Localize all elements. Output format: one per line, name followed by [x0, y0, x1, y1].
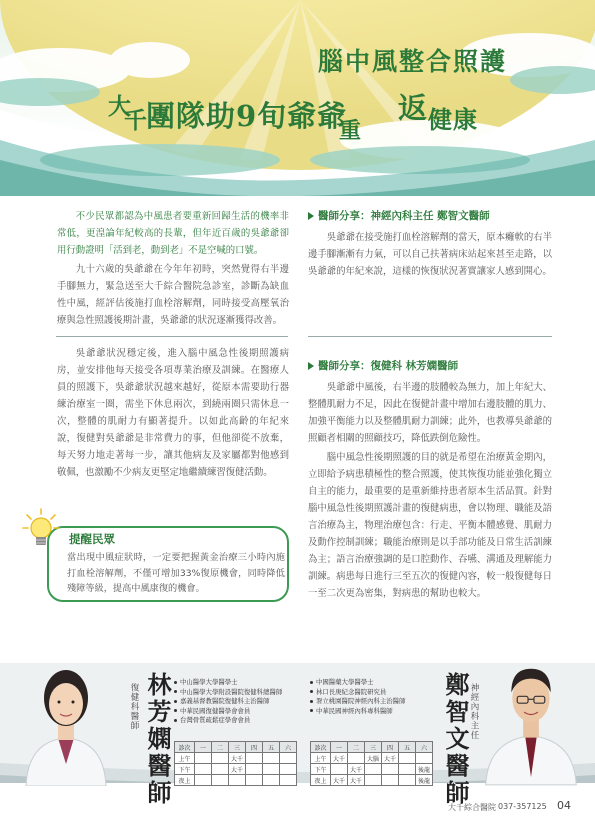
- cv-list-lin: [174, 678, 294, 726]
- rehab-paragraph-1: 吳爺爺中風後，右半邊的肢體較為無力，加上年紀大、整體肌耐力不足，因此在復健計畫中增加右邊肢體的肌力、加強平衡能力以及整體肌耐力訓練；此外，也教導吳爺爺的照顧者相關的照顧技巧，降低跌倒危險性。: [308, 382, 552, 444]
- title-char-health: 健康: [428, 105, 478, 134]
- rehab-paragraph-2: 腦中風急性後期照護的目的就是希望在治療黃金期內，立即給予病患積極性的整合照護，使其恢復功能並強化獨立自主的能力，最重要的是重新維持患者原本生活品質。針對腦中風急性後期照護計畫的復健病患，會以物理、職能及語言治療為主，物理治療包含：行走、平衡本體感覺、肌耐力及動作控制訓練；職能治療則是以手部功能及日常生活訓練為主；語言治療強調的是口腔動作、吞嚥、溝通及理解能力訓練。病患每日進行三至五次的復健內容，較一般復健每日一至二次更為密集，對病患的幫助也較大。: [308, 452, 552, 599]
- doctor-share-neuro: [308, 208, 552, 282]
- doctor-name-lin: 林芳嫻醫師: [143, 672, 172, 807]
- cv-item: 林口長庚紀念醫院研究員: [310, 688, 428, 698]
- doctor-name-cheng: 鄭智文醫師: [441, 672, 470, 807]
- intro-paragraph: 九十六歲的吳爺爺在今年年初時，突然覺得右半邊手腳無力，緊急送至大千綜合醫院急診室，診斷為缺血性中風，經評估後施打血栓溶解劑，同時接受高壓氧治療與急性照護後期計畫，吳爺爺的狀況逐漸獲得改善。: [57, 264, 289, 326]
- section-heading-neuro: [308, 208, 552, 223]
- cv-item: 台灣骨質疏鬆症學會會員: [174, 716, 294, 726]
- doctor-photo-cheng: [472, 646, 590, 786]
- cv-item: 中華民國神經內科專科醫師: [310, 707, 428, 717]
- schedule-row: 夜上 大千 大千 後龍: [311, 775, 433, 786]
- page-number: 04: [557, 799, 571, 812]
- section-heading-rehab: [308, 358, 552, 373]
- title-char-fan: 返: [398, 91, 428, 125]
- doctor-dept-cheng: 神經內科主任: [469, 683, 479, 740]
- title-line-1: 腦中風整合照護: [318, 47, 508, 76]
- lead-paragraph: 不少民眾都認為中風患者要重新回歸生活的機率非常低，更湟論年紀較高的長輩，但年近百歲的吳爺爺卻用行動證明「活到老，動到老」不是空喊的口號。: [57, 211, 289, 256]
- footer-hospital: 大千綜合醫院: [448, 803, 496, 812]
- left-column-recovery: [57, 345, 289, 483]
- schedule-header-row: 診次 一 二 三 四 五 六: [311, 742, 433, 753]
- reminder-box: [47, 526, 289, 602]
- recovery-paragraph: 吳爺爺狀況穩定後，進入腦中風急性後期照護病房，並安排他每天接受各項專業治療及訓練。在醫療人員的照護下，吳爺爺狀況越來越好，從原本需要助行器練治療室一圈，需坐下休息兩次，到繞兩圈只需休息一次，整體的肌耐力有顯著提升。以如此高齡的年紀來說，復健對吳爺爺是非常費力的事，但他卻從不放棄，每天努力地走著每一步，讓其他病友及家屬都對他感到敬佩，也激勵不少病友更堅定地繼續練習復健活動。: [57, 348, 289, 478]
- cv-item: 中華民國復健醫學會會員: [174, 707, 294, 717]
- title-char-da: 大: [108, 93, 131, 120]
- doctor-share-rehab: [308, 358, 552, 604]
- schedule-row: 下午 大千: [175, 764, 297, 775]
- doctor-dept-lin: 復健科醫師: [129, 683, 139, 731]
- cv-item: 署立桃園醫院神經內科主治醫師: [310, 697, 428, 707]
- cv-list-cheng: [310, 678, 428, 716]
- divider: [308, 336, 552, 337]
- clinic-schedule-cheng: [310, 741, 433, 786]
- section-title-rehab: 醫師分享：復健科 林芳嫻醫師: [318, 360, 459, 372]
- section-title-neuro: 醫師分享：神經內科主任 鄭智文醫師: [318, 210, 490, 222]
- title-char-qian: 千: [124, 107, 147, 134]
- schedule-row: 上午 大千: [175, 753, 297, 764]
- schedule-row: 下午 大千 後龍: [311, 764, 433, 775]
- schedule-row: 上午 大千 大腦 大千: [311, 753, 433, 764]
- triangle-bullet-icon: [308, 212, 314, 220]
- clinic-schedule-lin: [174, 741, 297, 786]
- doctor-photo-lin: [6, 646, 126, 786]
- lightbulb-icon: [22, 508, 60, 552]
- title-line-2: 團隊助9旬爺爺: [146, 99, 348, 133]
- triangle-bullet-icon: [308, 362, 314, 370]
- cv-item: 中山醫學大學附設醫院復健科總醫師: [174, 688, 294, 698]
- reminder-title: 提醒民眾: [69, 532, 115, 546]
- cv-item: 中國醫藥大學醫學士: [310, 678, 428, 688]
- neuro-paragraph: 吳爺爺在接受施打血栓溶解劑的當天，原本癱軟的右半邊手腳漸漸有力氣，可以自己扶著病床站起來甚至走路，以吳爺爺的年紀來說，這樣的恢復狀況著實讓家人感到開心。: [308, 232, 552, 277]
- left-column-intro: [57, 208, 289, 331]
- reminder-text: 當出現中風症狀時，一定要把握黃金治療三小時內施打血栓溶解劑，不僅可增加33%復原機會，同時降低殘障等級，提高中風康復的機會。: [67, 552, 285, 594]
- cv-item: 嘉義基督教醫院復健科主治醫師: [174, 697, 294, 707]
- divider: [56, 336, 288, 337]
- schedule-row: 夜上: [175, 775, 297, 786]
- cv-item: 中山醫學大學醫學士: [174, 678, 294, 688]
- schedule-header-row: 診次 一 二 三 四 五 六: [175, 742, 297, 753]
- title-char-zhong: 重: [339, 118, 362, 144]
- footer-phone: 037-357125: [498, 802, 547, 811]
